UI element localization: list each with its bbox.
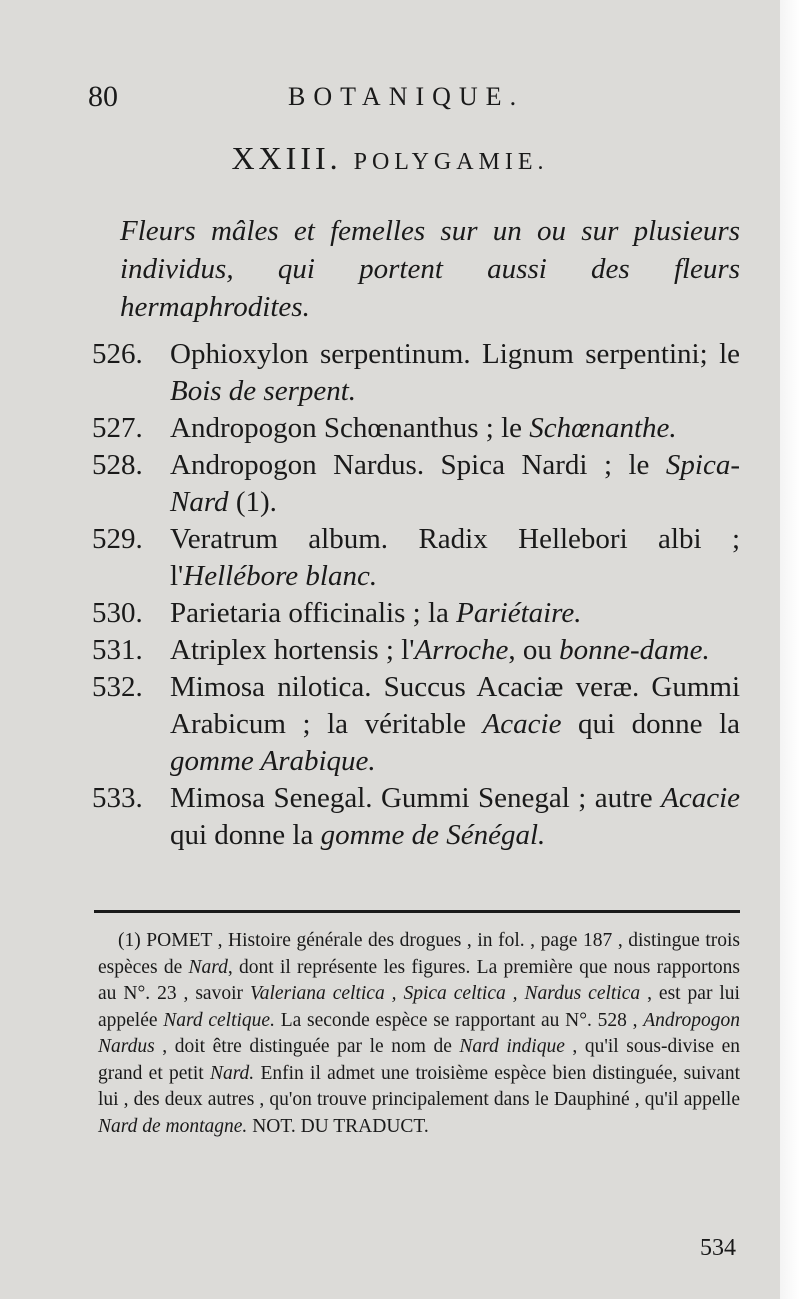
entry-number: 528. — [92, 449, 143, 481]
list-item — [92, 410, 740, 447]
entry-number: 529. — [92, 523, 143, 555]
entry-number: 527. — [92, 412, 143, 444]
entry-text: Mimosa nilotica. Succus Acaciæ veræ. Gummi Arabicum ; la véritable Acacie qui donne la gomme Arabique. — [170, 671, 740, 777]
entry-text: Parietaria officinalis ; la Pariétaire. — [170, 597, 582, 629]
list-item — [92, 447, 740, 521]
list-item — [92, 669, 740, 780]
footnote-divider — [94, 910, 740, 913]
list-item — [92, 595, 740, 632]
entry-text: Atriplex hortensis ; l'Arroche, ou bonne-dame. — [170, 634, 710, 666]
section-name: POLYGAMIE. — [353, 149, 549, 175]
list-item — [92, 521, 740, 595]
entry-number: 532. — [92, 671, 143, 703]
signature-mark: 534 — [700, 1235, 736, 1261]
entry-number: 526. — [92, 338, 143, 370]
entry-text: Mimosa Senegal. Gummi Senegal ; autre Acacie qui donne la gomme de Sénégal. — [170, 782, 740, 851]
section-title — [0, 140, 780, 177]
footnote: (1) POMET , Histoire générale des drogues , in fol. , page 187 , distingue trois espèces de Nard, dont il représente les figures. La première que nous rapportons au N°. 23 , savoir Valeriana celtica , Spica celtica , Nardus celtica , est par lui appelée Nard celtique. La seconde espèce se rapportant au N°. 528 , Andropogon Nardus , doit être distinguée par le nom de Nard indique , qu'il sous-divise en grand et petit Nard. Enfin il admet une troisième espèce bien distinguée, suivant lui , des deux autres , qu'on trouve principalement dans le Dauphiné , qu'il appelle Nard de montagne. NOT. DU TRADUCT. — [98, 930, 740, 1137]
list-item — [92, 632, 740, 669]
page-edge — [780, 0, 800, 1299]
running-title: BOTANIQUE. — [288, 82, 525, 111]
entry-number: 533. — [92, 782, 143, 814]
page-number: 80 — [88, 80, 118, 113]
list-item — [92, 780, 740, 854]
section-description: Fleurs mâles et femelles sur un ou sur plusieurs individus, qui portent aussi des fleurs hermaphrodites. — [120, 215, 740, 323]
entry-number: 531. — [92, 634, 143, 666]
list-item — [92, 336, 740, 410]
entry-number: 530. — [92, 597, 143, 629]
entry-text: Veratrum album. Radix Hellebori albi ; l'Hellébore blanc. — [170, 523, 740, 592]
entry-text: Andropogon Schœnanthus ; le Schœnanthe. — [170, 412, 677, 444]
entry-text: Andropogon Nardus. Spica Nardi ; le Spica-Nard (1). — [170, 449, 740, 518]
entry-list — [92, 336, 740, 854]
page-header — [88, 80, 748, 120]
section-numeral: XXIII. — [231, 140, 342, 176]
entry-text: Ophioxylon serpentinum. Lignum serpentini; le Bois de serpent. — [170, 338, 740, 407]
